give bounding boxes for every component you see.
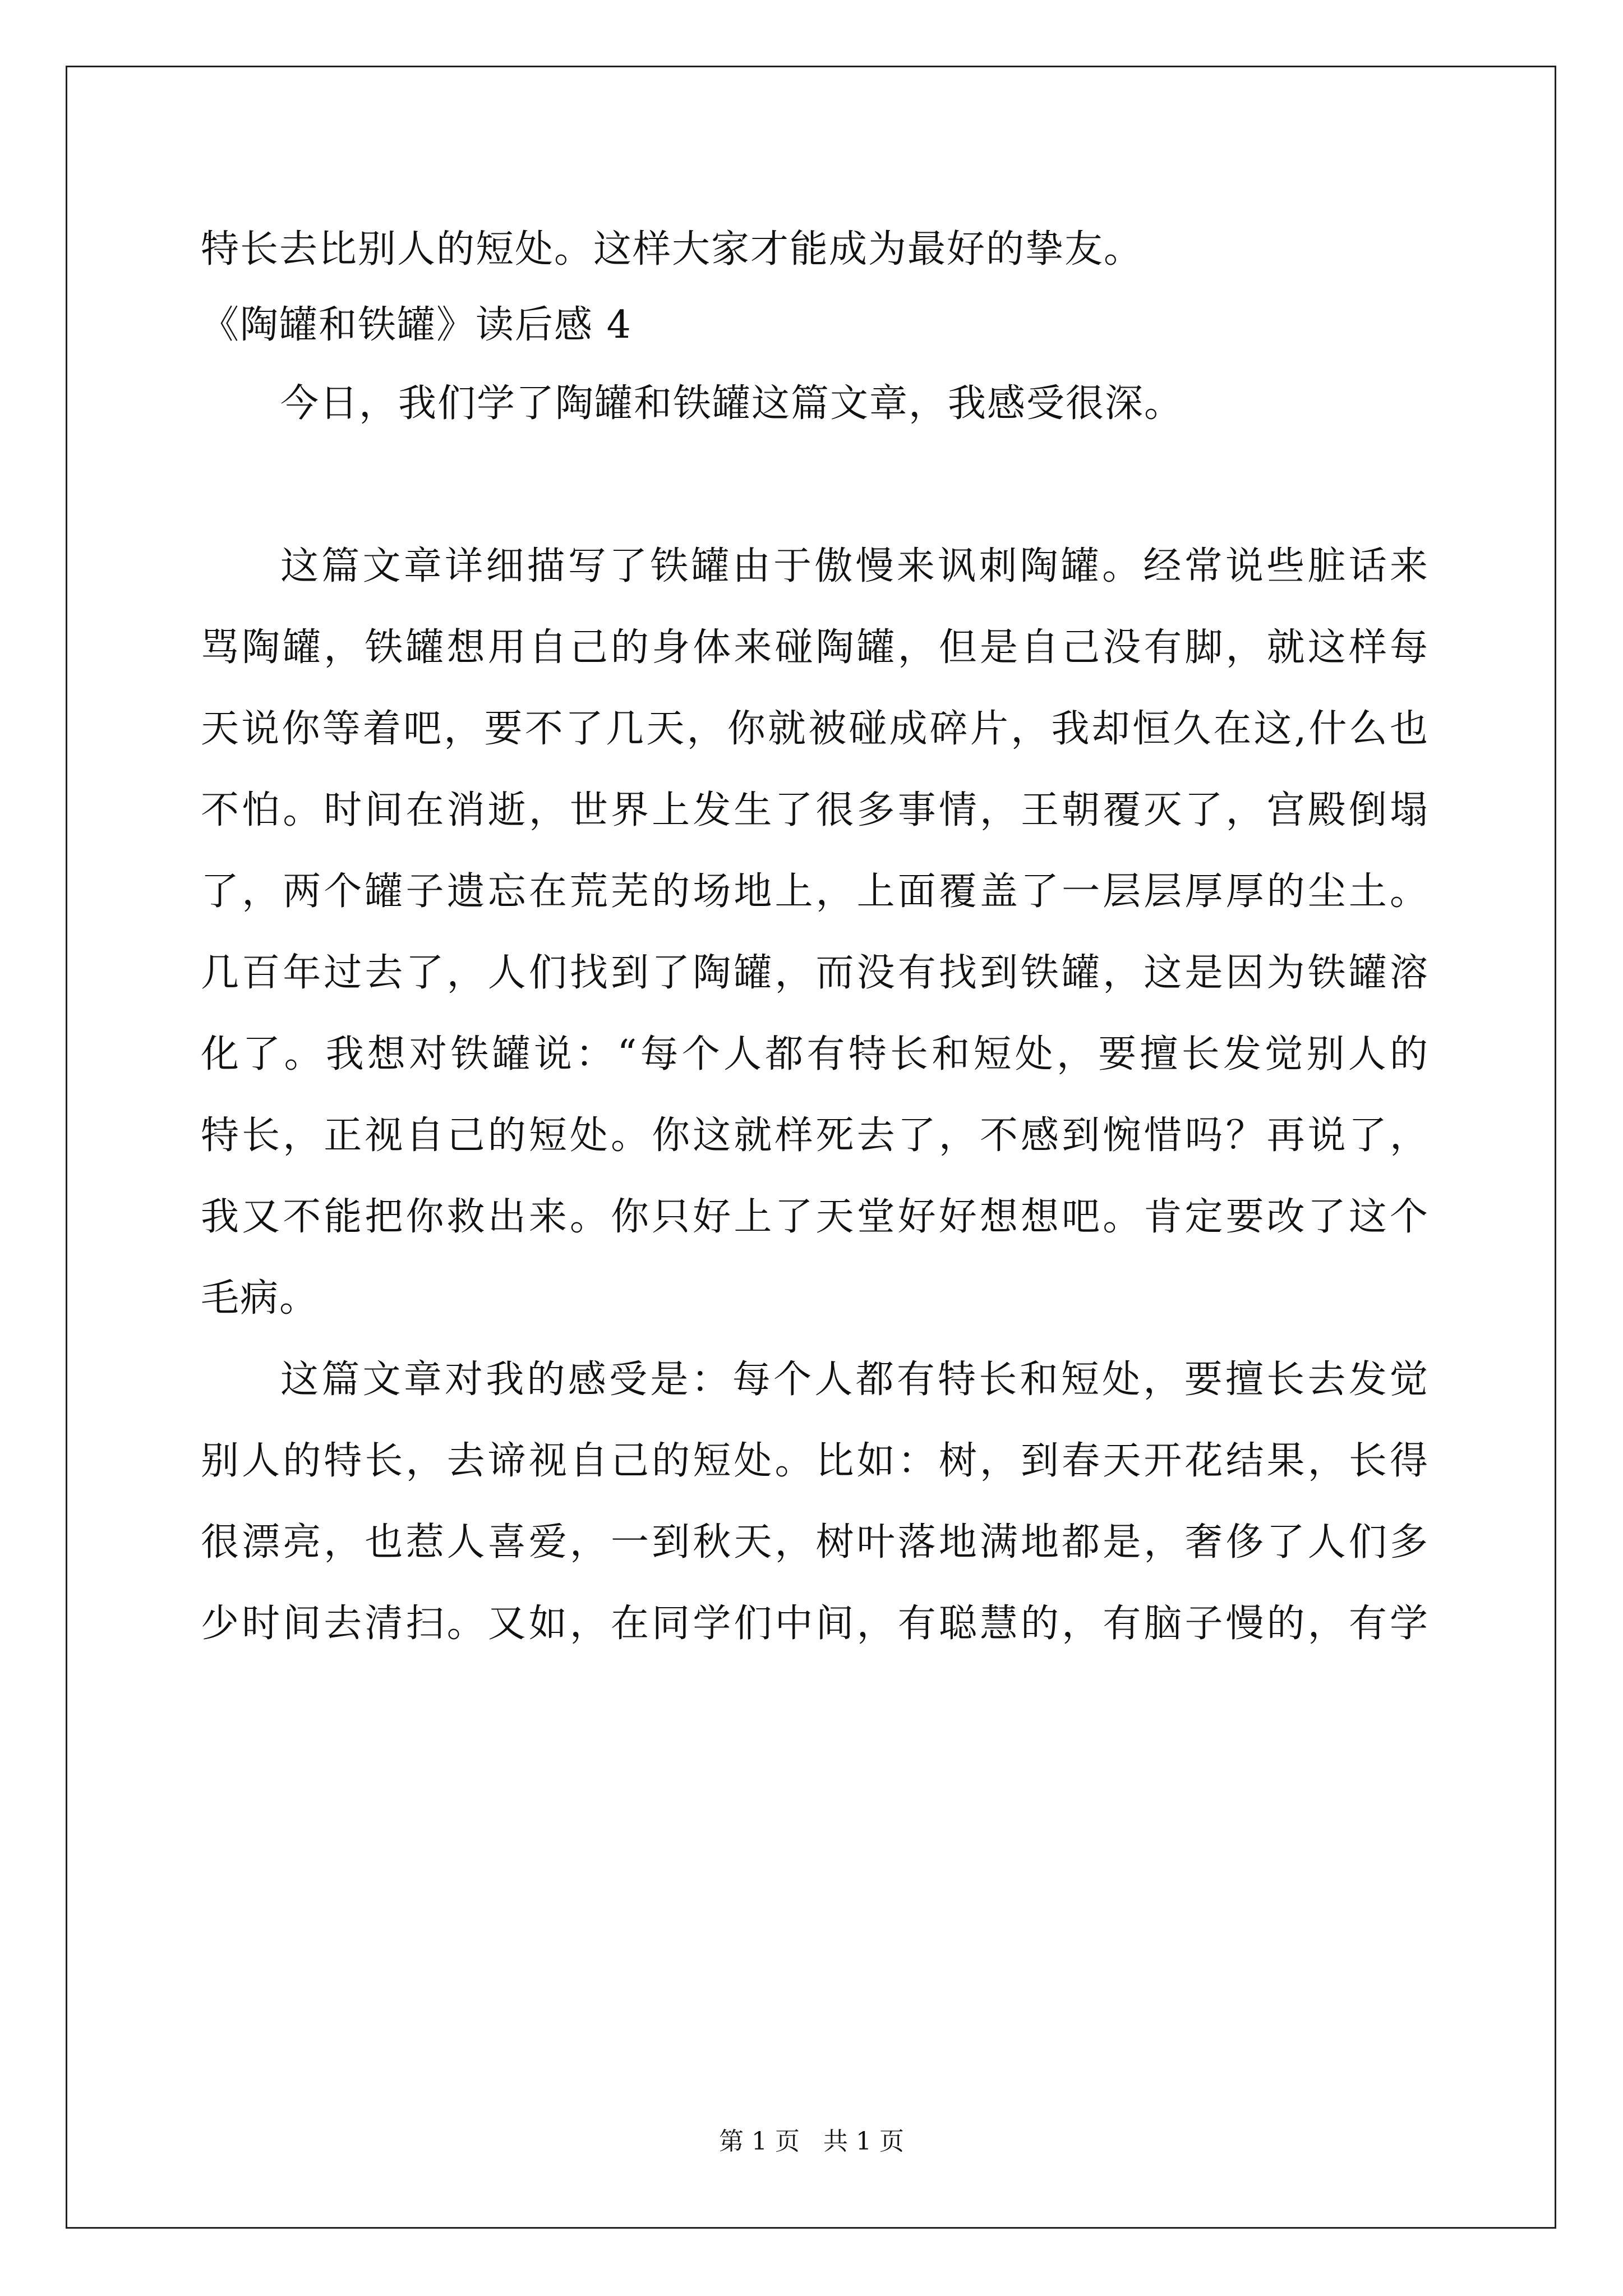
text-line-9: 几百年过去了，人们找到了陶罐，而没有找到铁罐，这是因为铁罐溶 [201, 951, 1429, 995]
text-line-14: 这篇文章对我的感受是：每个人都有特长和短处，要擅长去发觉 [280, 1358, 1429, 1402]
text-line-6: 天说你等着吧，要不了几天，你就被碰成碎片，我却恒久在这,什么也 [201, 707, 1429, 751]
text-line-12: 我又不能把你救出来。你只好上了天堂好好想想吧。肯定要改了这个 [201, 1195, 1429, 1239]
text-line-1: 特长去比别人的短处。这样大家才能成为最好的挚友。 [201, 227, 1144, 272]
text-line-13: 毛病。 [201, 1276, 319, 1320]
text-line-15: 别人的特长，去谛视自己的短处。比如：树，到春天开花结果，长得 [201, 1439, 1429, 1483]
text-line-4: 这篇文章详细描写了铁罐由于傲慢来讽刺陶罐。经常说些脏话来 [280, 544, 1429, 588]
text-line-5: 骂陶罐，铁罐想用自己的身体来碰陶罐，但是自己没有脚，就这样每 [201, 625, 1429, 670]
text-line-17: 少时间去清扫。又如，在同学们中间，有聪慧的，有脑子慢的，有学 [201, 1602, 1429, 1646]
text-line-8: 了，两个罐子遗忘在荒芜的场地上，上面覆盖了一层层厚厚的尘土。 [201, 869, 1429, 914]
page-number-footer: 第 1 页 共 1 页 [719, 2127, 904, 2156]
text-line-16: 很漂亮，也惹人喜爱，一到秋天，树叶落地满地都是，奢侈了人们多 [201, 1520, 1429, 1565]
text-line-10: 化了。我想对铁罐说：“每个人都有特长和短处，要擅长发觉别人的 [201, 1032, 1429, 1076]
section-heading: 《陶罐和铁罐》读后感 4 [201, 303, 632, 347]
text-line-3: 今日，我们学了陶罐和铁罐这篇文章，我感受很深。 [280, 381, 1184, 426]
text-line-7: 不怕。时间在消逝，世界上发生了很多事情，王朝覆灭了，宫殿倒塌 [201, 788, 1429, 832]
text-line-11: 特长，正视自己的短处。你这就样死去了，不感到惋惜吗？再说了， [201, 1114, 1429, 1158]
